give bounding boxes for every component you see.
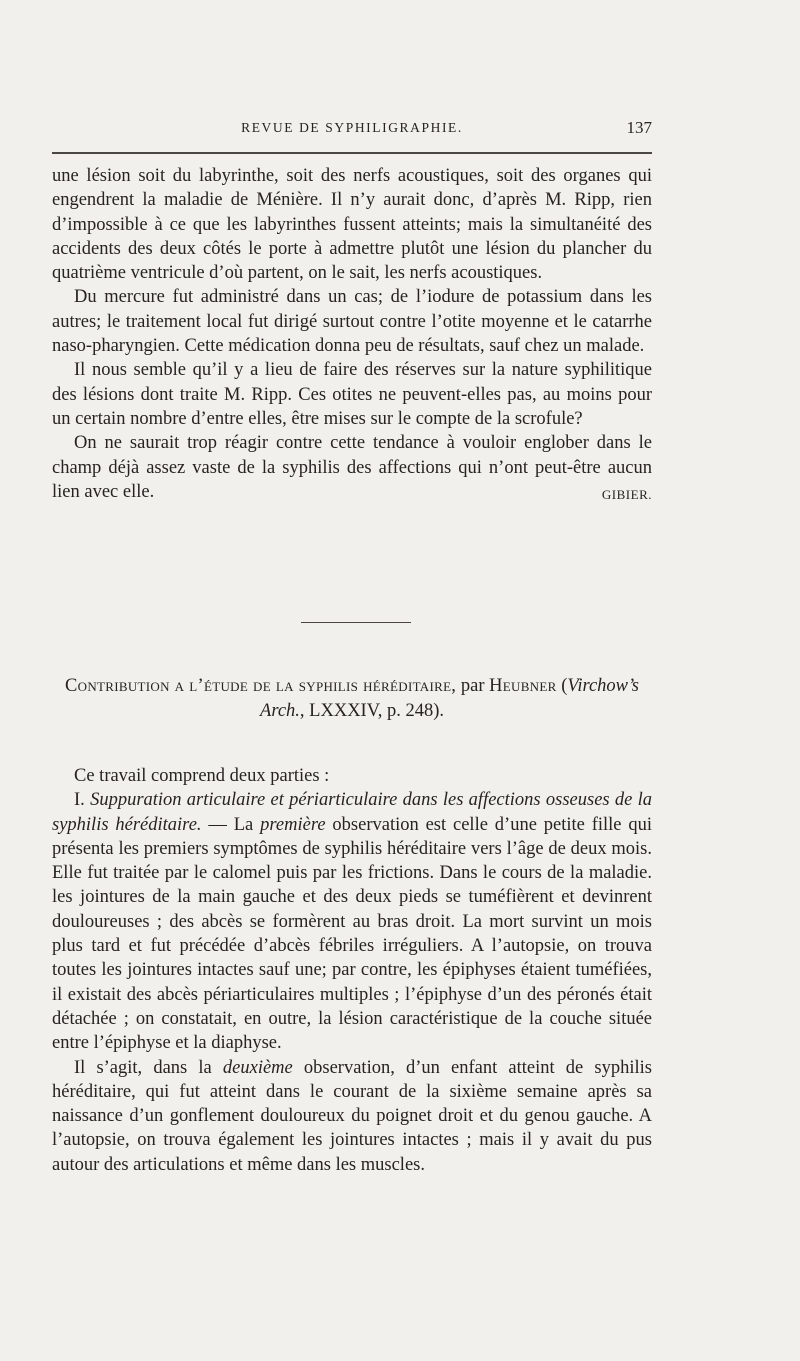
- second-observation-text: observation, d’un enfant atteint de syphilis héréditaire, qui fut atteint dans le courant de la sixième semaine après sa naissance d’un gonflement douloureux du poignet droit et du genou gauche. A l’autopsie, on trouva également les jointures intactes ; mais il y avait du pus autour des articulations et même dans les muscles.: [52, 1057, 652, 1175]
- paragraph-closing: [52, 431, 652, 504]
- article-body: [52, 764, 652, 1177]
- intro-paragraph: Ce travail comprend deux parties :: [74, 766, 330, 786]
- second-word: deuxième: [222, 1057, 293, 1078]
- first-observation-text: observation est celle d’une petite fille qui présenta les premiers symptômes de syphilis héréditaire vers l’âge de deux mois. Elle fut traitée par le calomel puis par les frictions. Dans le cours de la maladie. les jointures de la main gauche et des deux pieds se tuméfièrent et devinrent douloureuses ; des abcès se formèrent au bras droit. La mort survint un mois plus tard et fut précédée d’abcès fébriles irréguliers. A l’autopsie, on trouva toutes les jointures intactes sauf une; par contre, les épiphyses étaient tuméfiées, il existait des abcès périarticulaires multiples ; l’épiphyse d’un des péronés était détachée ; on constatait, en outre, la lésion caractéristique de la couche située entre l’épiphyse et la diaphyse.: [52, 814, 653, 1054]
- section-title: Suppuration articulaire et périarticulaire dans les affections osseuses de la syphilis héréditaire.: [52, 790, 652, 835]
- section-dash: — La: [201, 814, 261, 835]
- previous-review-continuation: [52, 164, 652, 507]
- reviewer-signature: GIBIER.: [601, 486, 652, 502]
- first-observation-paragraph: [52, 788, 652, 1055]
- article-open-paren: (: [556, 676, 568, 696]
- second-observation-paragraph: [52, 1056, 652, 1177]
- section-numeral: I.: [74, 790, 91, 811]
- paragraph: une lésion soit du labyrinthe, soit des nerfs acoustiques, soit des organes qui engendrent la maladie de Ménière. Il n’y aurait donc, d’après M. Ripp, rien d’impossible à ce que les labyrinthes fussent atteints; mais la simultanéité des accidents des deux côtés le porte à admettre plutôt une lésion du plancher du quatrième ventricule d’où partent, on le sait, les nerfs acoustiques.: [52, 166, 652, 284]
- article-source: Virchow’s Arch.: [260, 676, 639, 721]
- article-title: Contribution a l’étude de la syphilis héréditaire,: [65, 676, 457, 696]
- section-separator: [301, 622, 411, 623]
- running-title: REVUE DE SYPHILIGRAPHIE.: [241, 120, 463, 135]
- article-heading: [52, 674, 652, 723]
- header-rule: [52, 152, 652, 154]
- article-author: Heubner: [489, 676, 557, 696]
- article-by: par: [456, 676, 490, 696]
- paragraph: Du mercure fut administré dans un cas; de l’iodure de potassium dans les autres; le traitement local fut dirigé surtout contre l’otite moyenne et le catarrhe naso-pharyngien. Cette médication donna peu de résultats, sauf chez un malade.: [52, 287, 652, 357]
- page-number: 137: [626, 118, 652, 137]
- paragraph: Il nous semble qu’il y a lieu de faire des réserves sur la nature syphilitique des lésions dont traite M. Ripp. Ces otites ne peuvent-elles pas, au moins pour un certain nombre d’entre elles, être mises sur le compte de la scrofule?: [52, 360, 652, 429]
- second-start: Il s’agit, dans la: [74, 1057, 223, 1078]
- article-source-ref: , LXXXIV, p. 248).: [299, 700, 444, 721]
- running-head: [52, 118, 652, 140]
- paragraph-text: On ne saurait trop réagir contre cette tendance à vouloir englober dans le champ déjà assez vaste de la syphilis des affections qui n’ont peut-être aucun lien avec elle.: [52, 433, 652, 502]
- first-word: première: [260, 814, 326, 835]
